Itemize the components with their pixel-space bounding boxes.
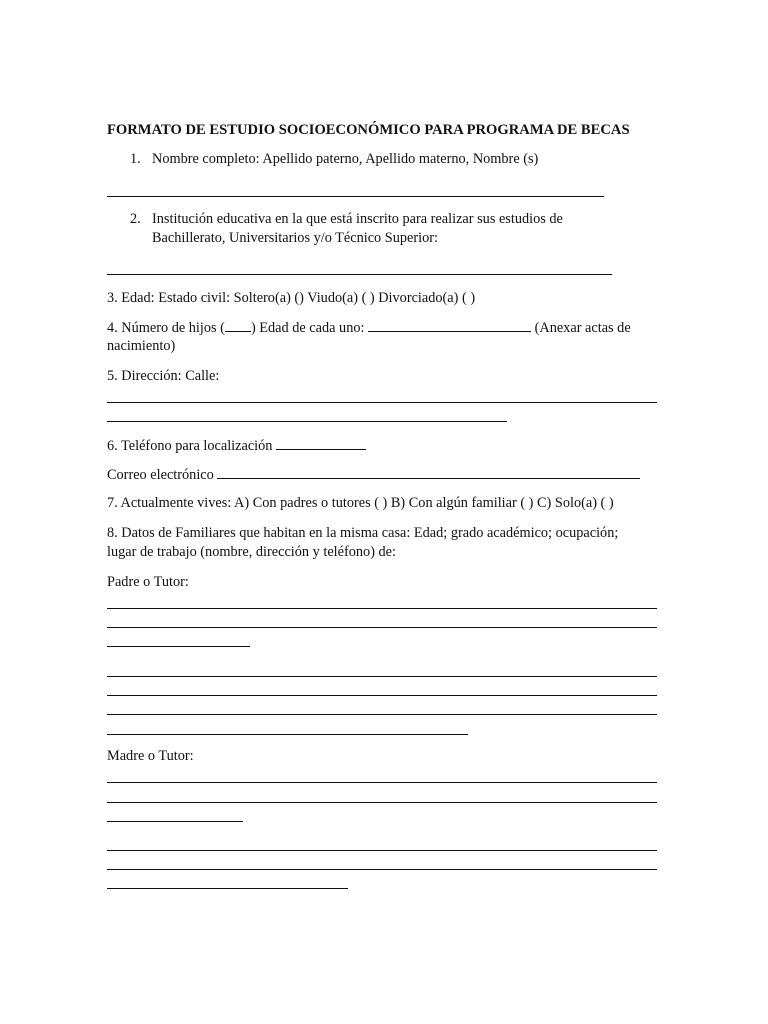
q7-text: 7. Actualmente vives: A) Con padres o tutores ( ) B) Con algún familiar ( ) C) Solo(a) ( )	[107, 495, 614, 511]
q6-label: 6. Teléfono para localización	[107, 438, 277, 454]
madre-answer-line[interactable]	[107, 850, 657, 851]
email-label: Correo electrónico	[107, 467, 218, 483]
padre-answer-line[interactable]	[107, 734, 468, 735]
q4-edades-blank[interactable]	[368, 318, 531, 332]
padre-label: Padre o Tutor:	[107, 574, 189, 590]
q4-label-hijos: 4. Número de hijos (	[107, 320, 225, 336]
q5-text: 5. Dirección: Calle:	[107, 368, 220, 384]
q5-answer-line[interactable]	[107, 402, 657, 403]
q2-text-line1: Institución educativa en la que está inscrito para realizar sus estudios de	[152, 211, 563, 227]
q4-line1	[107, 318, 631, 338]
q4-label-edades: ) Edad de cada uno:	[250, 320, 369, 336]
email-line	[107, 465, 640, 485]
padre-answer-line[interactable]	[107, 695, 657, 696]
padre-answer-line[interactable]	[107, 676, 657, 677]
q1-answer-line[interactable]	[107, 196, 604, 197]
padre-answer-line[interactable]	[107, 608, 657, 609]
q2-answer-line[interactable]	[107, 274, 612, 275]
padre-answer-line[interactable]	[107, 714, 657, 715]
q4-label-anexar: (Anexar actas de	[531, 320, 631, 336]
madre-answer-line[interactable]	[107, 782, 657, 783]
telefono-blank[interactable]	[276, 436, 366, 450]
madre-answer-line[interactable]	[107, 888, 348, 889]
email-blank[interactable]	[217, 465, 640, 479]
madre-answer-line[interactable]	[107, 802, 657, 803]
q2-number: 2.	[130, 211, 141, 227]
document-title: FORMATO DE ESTUDIO SOCIOECONÓMICO PARA PROGRAMA DE BECAS	[107, 122, 630, 138]
q5-answer-line[interactable]	[107, 421, 507, 422]
q8-line2: lugar de trabajo (nombre, dirección y teléfono) de:	[107, 544, 396, 560]
q3-text: 3. Edad: Estado civil: Soltero(a) () Viudo(a) ( ) Divorciado(a) ( )	[107, 290, 476, 306]
q4-hijos-blank[interactable]	[225, 318, 251, 332]
q6-line	[107, 436, 366, 456]
madre-answer-line[interactable]	[107, 869, 657, 870]
madre-label: Madre o Tutor:	[107, 748, 194, 764]
q2-text-line2: Bachillerato, Universitarios y/o Técnico Superior:	[152, 230, 438, 246]
q1-number: 1.	[130, 151, 141, 167]
padre-answer-line[interactable]	[107, 627, 657, 628]
q1-text: Nombre completo: Apellido paterno, Apellido materno, Nombre (s)	[152, 151, 539, 167]
q4-line2: nacimiento)	[107, 338, 176, 354]
madre-answer-line[interactable]	[107, 821, 243, 822]
padre-answer-line[interactable]	[107, 646, 250, 647]
q8-line1: 8. Datos de Familiares que habitan en la misma casa: Edad; grado académico; ocupación;	[107, 525, 619, 541]
